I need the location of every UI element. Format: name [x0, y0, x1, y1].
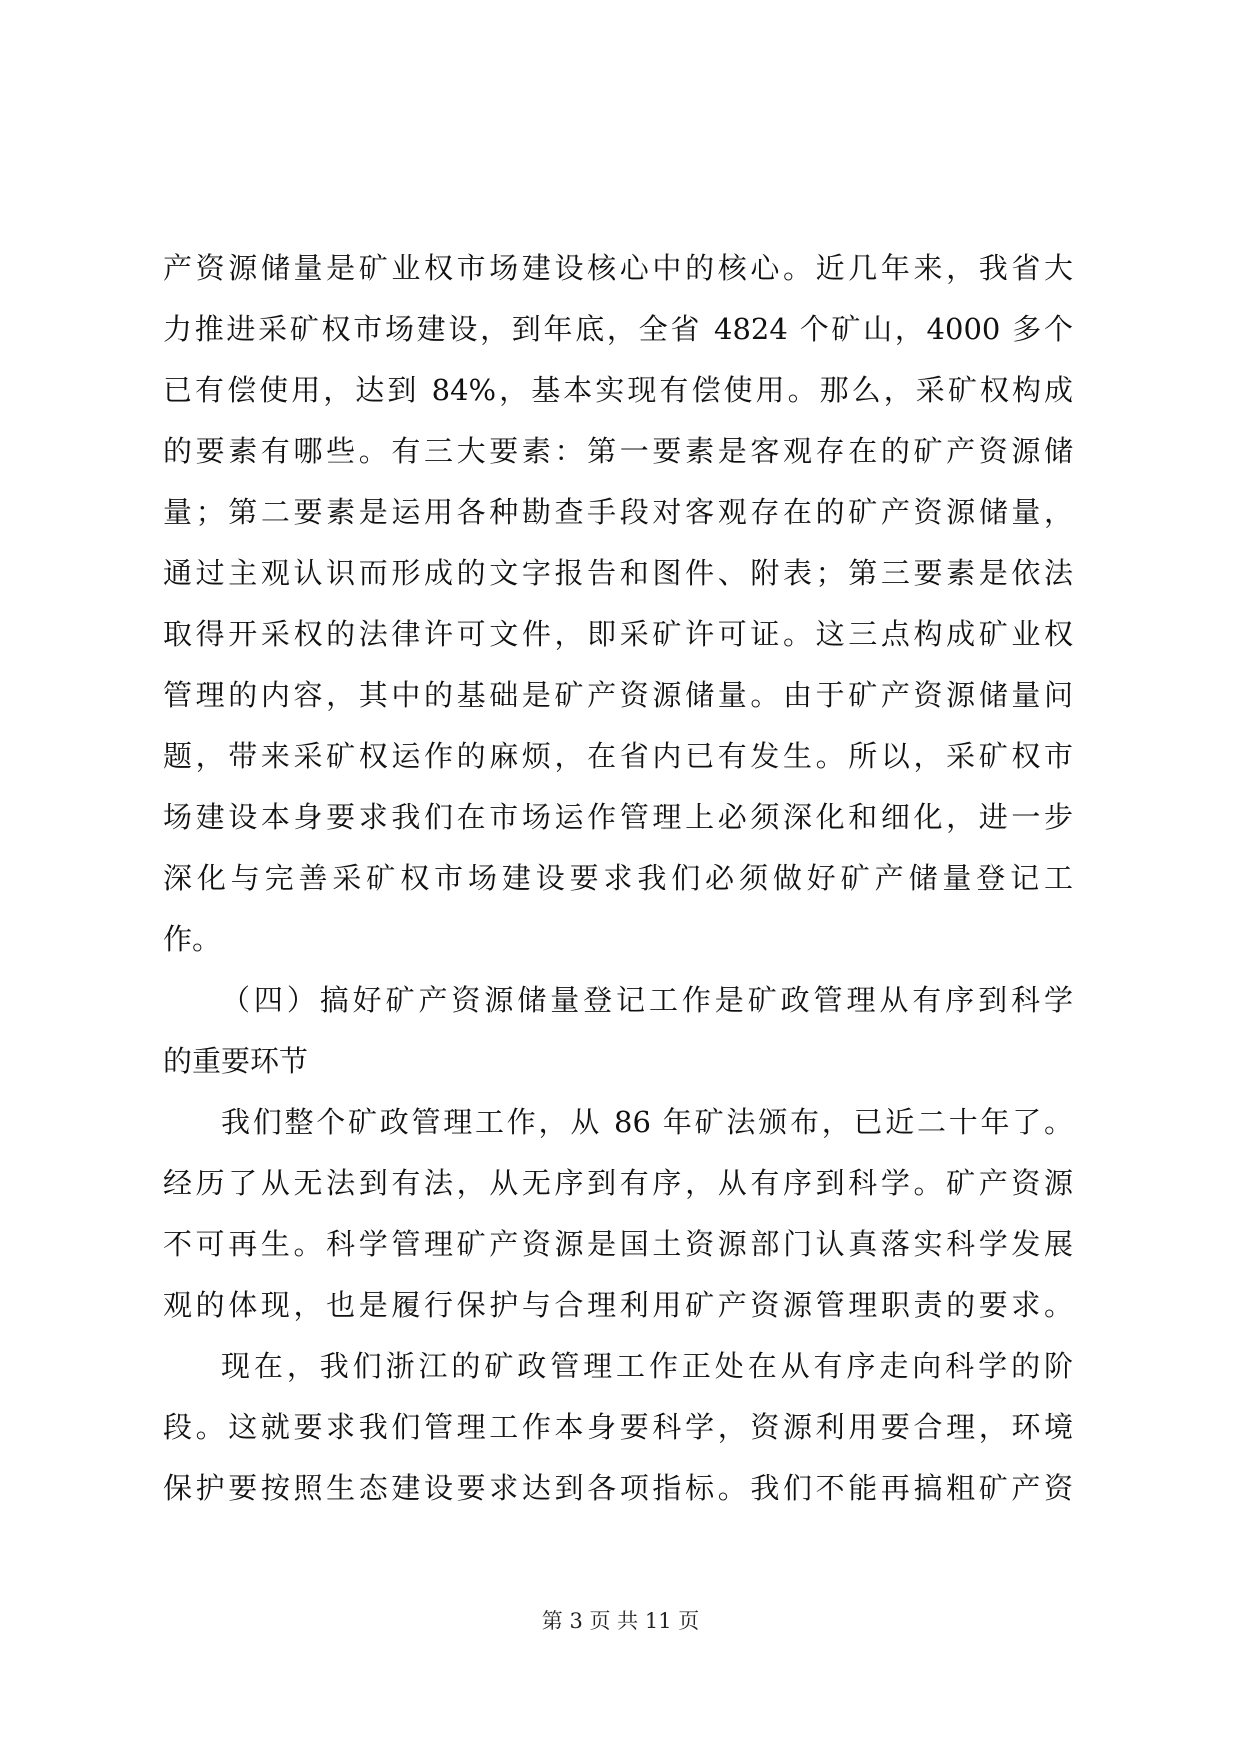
page-number-footer: 第 3 页 共 11 页: [541, 1609, 700, 1633]
text-line: 我们整个矿政管理工作，从 86 年矿法颁布，已近二十年了。: [221, 1105, 1073, 1139]
text-line: 段。这就要求我们管理工作本身要科学，资源利用要合理，环境: [163, 1410, 1073, 1444]
text-line: 现在，我们浙江的矿政管理工作正处在从有序走向科学的阶: [221, 1349, 1073, 1383]
text-line: 取得开采权的法律许可文件，即采矿许可证。这三点构成矿业权: [163, 617, 1073, 651]
text-line: 深化与完善采矿权市场建设要求我们必须做好矿产储量登记工: [163, 861, 1073, 895]
text-line: 通过主观认识而形成的文字报告和图件、附表；第三要素是依法: [163, 556, 1073, 590]
text-line: 量；第二要素是运用各种勘查手段对客观存在的矿产资源储量，: [163, 495, 1073, 529]
text-line: 场建设本身要求我们在市场运作管理上必须深化和细化，进一步: [163, 800, 1073, 834]
text-line: 的要素有哪些。有三大要素：第一要素是客观存在的矿产资源储: [163, 434, 1073, 468]
text-line: 保护要按照生态建设要求达到各项指标。我们不能再搞粗矿产资: [163, 1471, 1073, 1505]
section-heading-line: （四）搞好矿产资源储量登记工作是矿政管理从有序到科学: [221, 983, 1073, 1017]
text-line: 不可再生。科学管理矿产资源是国土资源部门认真落实科学发展: [163, 1227, 1073, 1261]
text-line: 题，带来采矿权运作的麻烦，在省内已有发生。所以，采矿权市: [163, 739, 1073, 773]
text-line: 观的体现，也是履行保护与合理利用矿产资源管理职责的要求。: [163, 1288, 1073, 1322]
text-line: 经历了从无法到有法，从无序到有序，从有序到科学。矿产资源: [163, 1166, 1073, 1200]
text-line: 作。: [163, 922, 222, 956]
text-line: 管理的内容，其中的基础是矿产资源储量。由于矿产资源储量问: [163, 678, 1073, 712]
text-line: 力推进采矿权市场建设，到年底，全省 4824 个矿山，4000 多个: [163, 312, 1073, 346]
text-line: 已有偿使用，达到 84%，基本实现有偿使用。那么，采矿权构成: [163, 373, 1073, 407]
body-text: [163, 238, 1073, 1519]
text-line: 产资源储量是矿业权市场建设核心中的核心。近几年来，我省大: [163, 251, 1073, 285]
section-heading-line: 的重要环节: [163, 1044, 309, 1078]
